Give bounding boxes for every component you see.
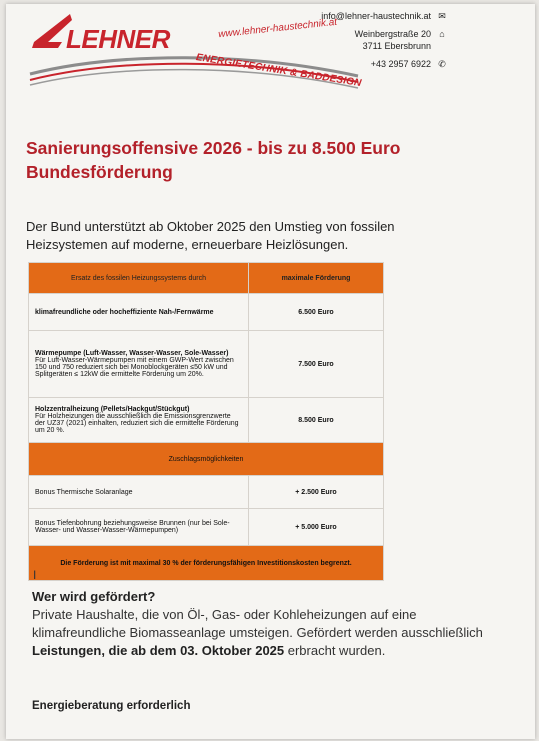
table-footer-note: Die Förderung ist mit maximal 30 % der förderungsfähigen Investitionskosten begrenzt.: [29, 546, 384, 581]
section-text-c: erbracht wurden.: [284, 643, 386, 658]
street-text: Weinbergstraße 20: [354, 29, 431, 39]
text-cursor: I: [33, 568, 37, 582]
row-title: Wärmepumpe (Luft-Wasser, Wasser-Wasser, Sole-Wasser): [35, 350, 229, 357]
city-text: 3711 Ebersbrunn: [362, 41, 431, 51]
table-header-col2: maximale Förderung: [249, 263, 384, 294]
bonus-label: Bonus Thermische Solaranlage: [29, 476, 249, 509]
bonus-row: [29, 476, 384, 509]
logo-tagline: ENERGIETECHNIK & BADDESIGN: [195, 52, 363, 90]
page-title: [26, 136, 400, 184]
section-text-bold: Leistungen, die ab dem 03. Oktober 2025: [32, 643, 285, 658]
surcharge-band: [29, 443, 384, 476]
row-title: Holzzentralheizung (Pellets/Hackgut/Stückgut): [35, 406, 190, 413]
bonus-row: [29, 509, 384, 546]
row-description: Für Luft-Wasser-Wärmepumpen mit einem GWP-Wert zwischen 150 und 750 reduziert sich bei Monoblockgeräten ≤50 kW und Splitgeräten ≤ 12kW die ermittelte Förderung um 20%.: [35, 357, 234, 378]
surcharge-heading: Zuschlagsmöglichkeiten: [29, 443, 384, 476]
row-title: klimafreundliche oder hocheffiziente Nah-/Fernwärme: [35, 308, 214, 316]
table-footer-row: [29, 546, 384, 581]
table-header-row: [29, 263, 384, 294]
row-amount: 6.500 Euro: [249, 294, 384, 331]
home-icon: ⌂: [439, 29, 445, 39]
bonus-label: Bonus Tiefenbohrung beziehungsweise Brunnen (nur bei Sole-Wasser- und Wasser-Wasser-Wärmepumpen): [29, 509, 249, 546]
bonus-amount: + 2.500 Euro: [249, 476, 384, 509]
table-row: [29, 331, 384, 398]
logo-text: LEHNER: [66, 24, 170, 54]
section-text: [32, 606, 502, 660]
company-logo: [28, 12, 368, 94]
phone-text: +43 2957 6922: [370, 59, 431, 69]
energy-consulting-note: Energieberatung erforderlich: [32, 700, 191, 712]
table-header-col1: Ersatz des fossilen Heizungssystems durch: [29, 263, 249, 294]
logo-url: www.lehner-haustechnik.at: [217, 16, 338, 41]
section-text-a: Private Haushalte, die von Öl-, Gas- oder Kohleheizungen auf eine klimafreundliche Biomasseanlage umsteigen. Gefördert werden ausschließlich: [32, 607, 483, 640]
funding-table: [28, 262, 384, 581]
title-line-1: Sanierungsoffensive 2026 - bis zu 8.500 Euro: [26, 138, 401, 158]
phone-icon: ✆: [438, 59, 446, 69]
bonus-amount: + 5.000 Euro: [249, 509, 384, 546]
table-row: [29, 398, 384, 443]
section-heading: Wer wird gefördert?: [32, 589, 156, 604]
email-text: info@lehner-haustechnik.at: [321, 11, 431, 21]
table-row: [29, 294, 384, 331]
document-page: [6, 4, 535, 739]
row-amount: 7.500 Euro: [249, 331, 384, 398]
mail-icon: ✉: [438, 11, 446, 21]
row-amount: 8.500 Euro: [249, 398, 384, 443]
intro-text: Der Bund unterstützt ab Oktober 2025 den Umstieg von fossilen Heizsystemen auf moderne, erneuerbare Heizlösungen.: [26, 219, 395, 252]
contact-block: [321, 10, 447, 70]
row-description: Für Holzheizungen die ausschließlich die Emissionsgrenzwerte der UZ37 (2021) einhalten, reduziert sich die ermittelte Förderung um 20 %.: [35, 413, 239, 434]
title-line-2: Bundesförderung: [26, 162, 173, 182]
